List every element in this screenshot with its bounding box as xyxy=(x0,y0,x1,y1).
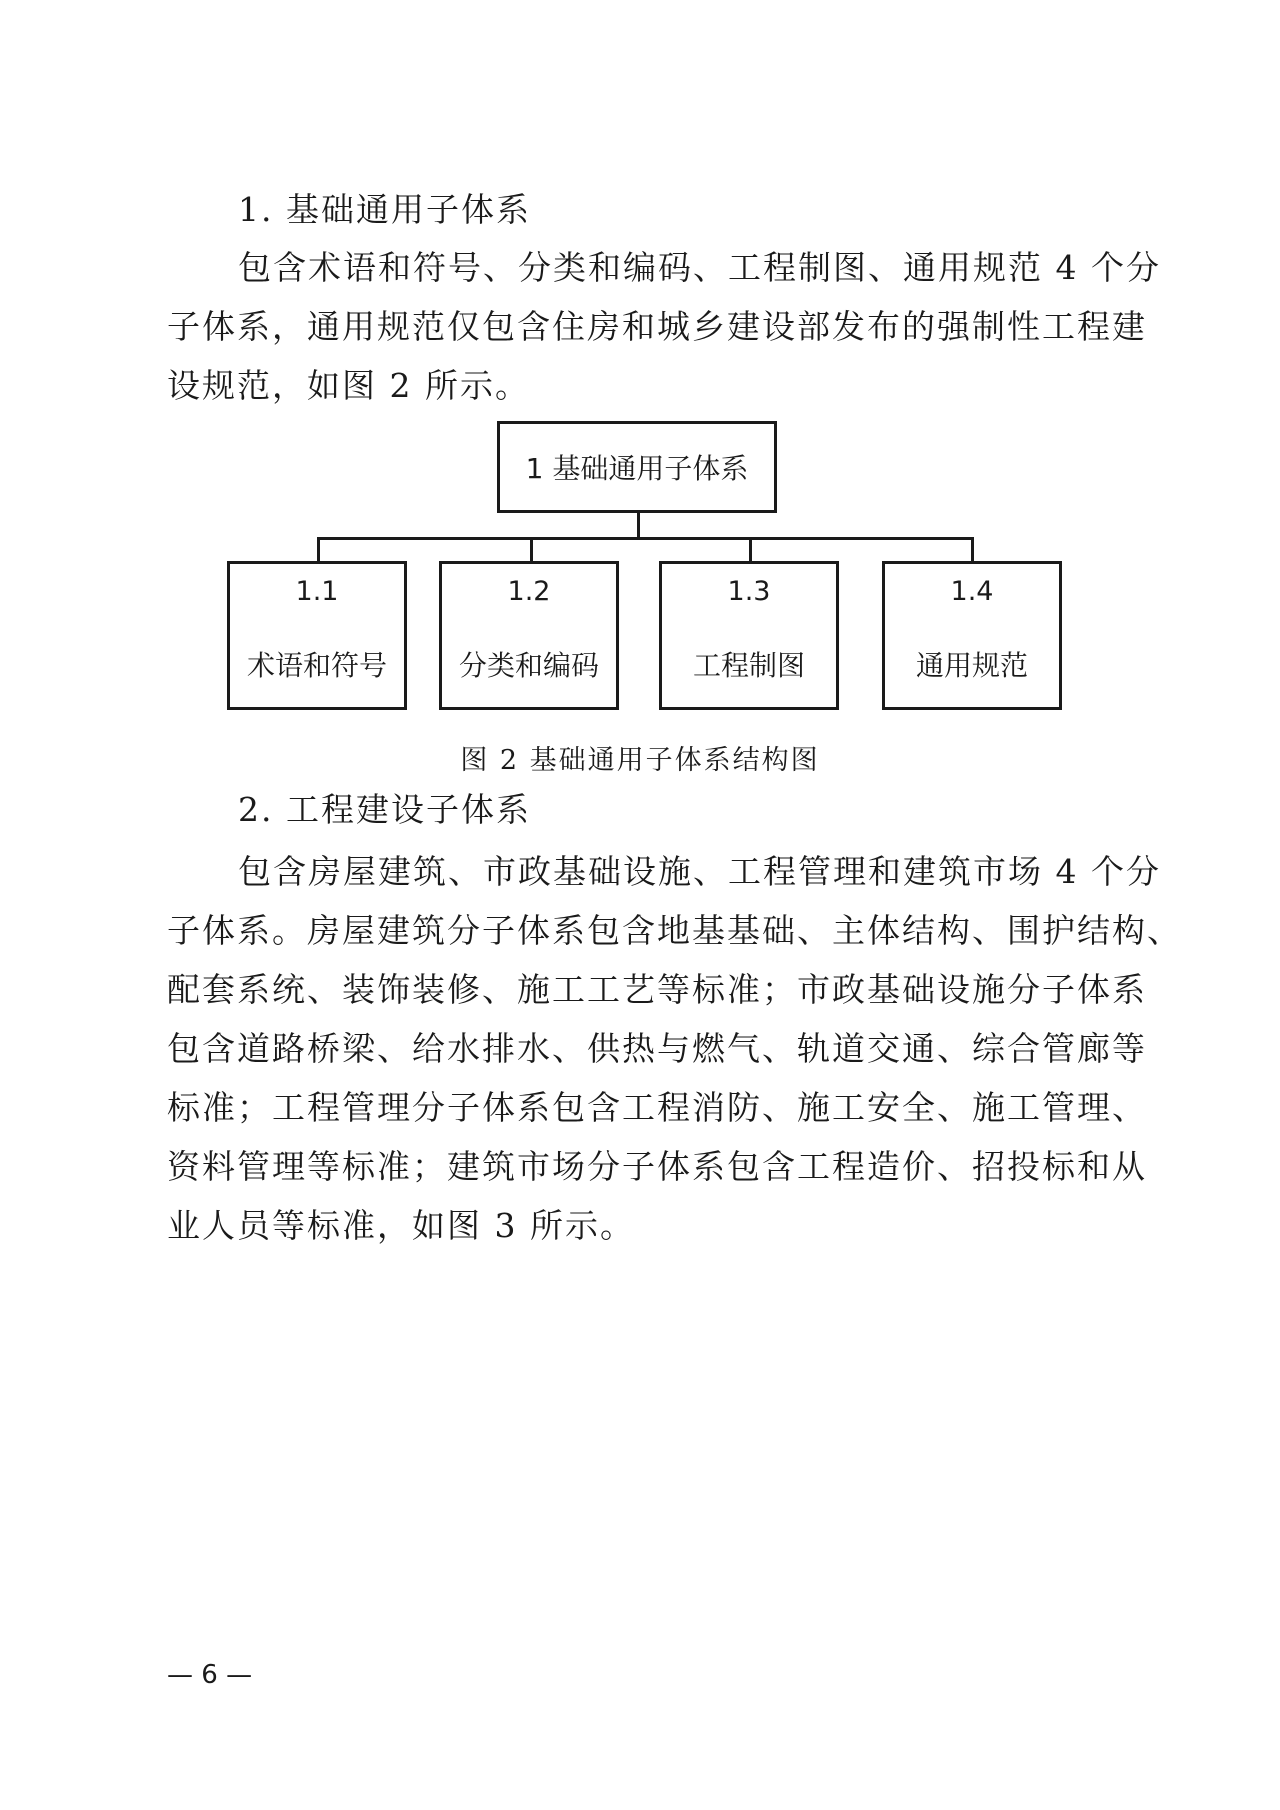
child-stem-4 xyxy=(971,537,974,563)
child-stem-2 xyxy=(530,537,533,563)
root-node-label: 1 基础通用子体系 xyxy=(525,452,749,485)
child-node-label: 通用规范 xyxy=(915,649,1028,682)
horizontal-bus xyxy=(317,537,973,540)
child-node-number: 1.2 xyxy=(507,576,551,607)
child-node-2 xyxy=(439,561,619,710)
section2-line-1: 包含房屋建筑、市政基础设施、工程管理和建筑市场 4 个分 xyxy=(238,852,1161,891)
child-node-number: 1.1 xyxy=(295,576,339,607)
section1-heading: 1. 基础通用子体系 xyxy=(238,190,531,229)
section2-line-4: 包含道路桥梁、给水排水、供热与燃气、轨道交通、综合管廊等 xyxy=(167,1029,1147,1068)
child-node-label: 术语和符号 xyxy=(246,649,387,682)
section2-line-3: 配套系统、装饰装修、施工工艺等标准；市政基础设施分子体系 xyxy=(167,970,1147,1009)
child-stem-3 xyxy=(749,537,752,563)
child-node-label: 分类和编码 xyxy=(458,649,599,682)
child-node-number: 1.4 xyxy=(950,576,994,607)
root-node xyxy=(497,421,777,513)
section2-line-6: 资料管理等标准；建筑市场分子体系包含工程造价、招投标和从 xyxy=(167,1147,1147,1186)
section2-line-5: 标准；工程管理分子体系包含工程消防、施工安全、施工管理、 xyxy=(167,1088,1147,1127)
child-node-4 xyxy=(882,561,1062,710)
child-node-1 xyxy=(227,561,407,710)
page-number: — 6 — xyxy=(167,1660,253,1690)
section2-heading: 2. 工程建设子体系 xyxy=(238,790,531,829)
section2-line-7: 业人员等标准，如图 3 所示。 xyxy=(167,1206,635,1245)
section1-line-3: 设规范，如图 2 所示。 xyxy=(167,366,530,405)
section1-line-1: 包含术语和符号、分类和编码、工程制图、通用规范 4 个分 xyxy=(238,248,1161,287)
figure-caption: 图 2 基础通用子体系结构图 xyxy=(460,745,820,776)
child-stem-1 xyxy=(317,537,320,563)
child-node-label: 工程制图 xyxy=(692,649,805,682)
section2-line-2: 子体系。房屋建筑分子体系包含地基基础、主体结构、围护结构、 xyxy=(167,911,1182,950)
root-stem xyxy=(637,511,640,539)
child-node-number: 1.3 xyxy=(727,576,771,607)
child-node-3 xyxy=(659,561,839,710)
section1-line-2: 子体系，通用规范仅包含住房和城乡建设部发布的强制性工程建 xyxy=(167,307,1147,346)
